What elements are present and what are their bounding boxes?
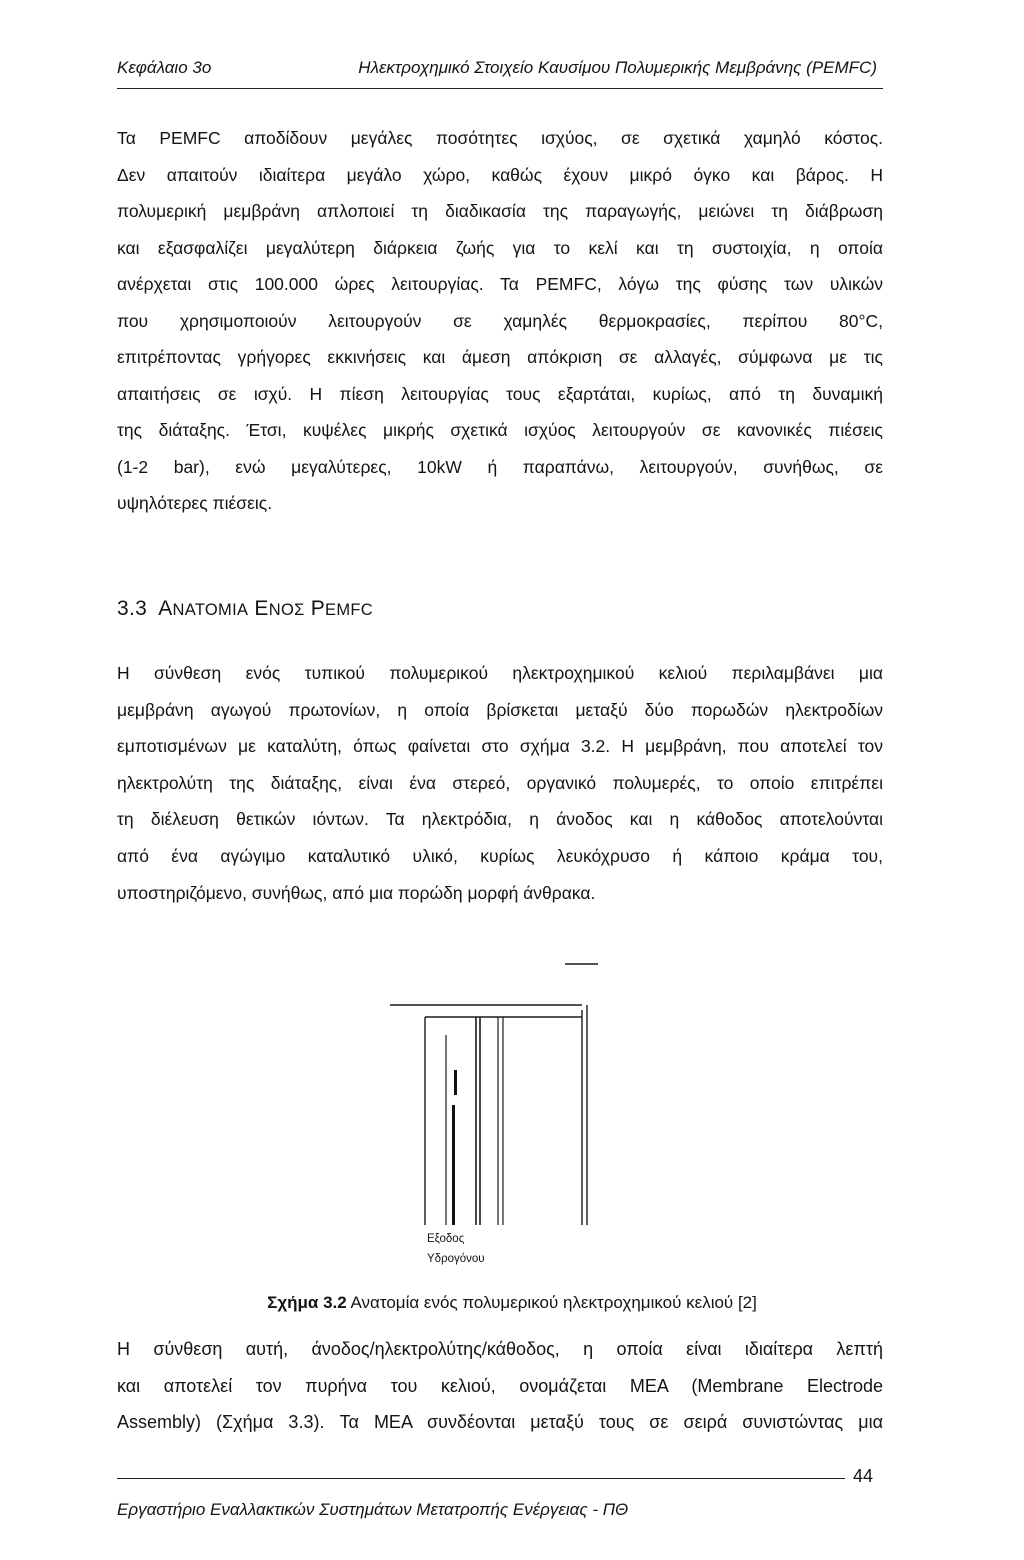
chapter-label: Κεφάλαιο 3ο [117,58,212,77]
section-paragraph [117,655,883,911]
text-line: από ένα αγώγιμο καταλυτικό υλικό, κυρίως λευκόχρυσο ή κάποιο κράμα του, [117,845,883,866]
section-title-word: ΑΝΑΤΟΜΙΑ [158,597,249,620]
section-title-word: PEMFC [310,597,373,620]
text-line: Η σύνθεση ενός τυπικού πολυμερικού ηλεκτροχημικού κελιού περιλαμβάνει μια [117,663,883,683]
text-line: Δεν απαιτούν ιδιαίτερα μεγάλο χώρο, καθώς έχουν μικρό όγκο και βάρος. Η [117,164,883,185]
footer-lab-name: Εργαστήριο Εναλλακτικών Συστημάτων Μετατροπής Ενέργειας - ΠΘ [117,1500,629,1519]
intro-paragraph [117,120,883,522]
text-line: μεμβράνη αγωγού πρωτονίων, η οποία βρίσκεται μεταξύ δύο πορωδών ηλεκτροδίων [117,699,883,720]
text-line: υψηλότερες πιέσεις. [117,493,273,513]
caption-text: Ανατομία ενός πολυμερικού ηλεκτροχημικού κελιού [2] [346,1293,757,1312]
text-line: ηλεκτρολύτη της διάταξης, είναι ένα στερεό, οργανικό πολυμερές, το οποίο επιτρέπει [117,772,883,793]
section-title-word: ΕΝΟΣ [254,597,305,620]
figure-label-hydrogen: Υδρογόνου [427,1253,485,1265]
text-line: και αποτελεί τον πυρήνα του κελιού, ονομάζεται MEA (Membrane Electrode [117,1375,883,1396]
caption-prefix: Σχήμα 3.2 [267,1293,347,1312]
page-number: 44 [853,1466,874,1486]
text-line: επιτρέποντας γρήγορες εκκινήσεις και άμεση απόκριση σε αλλαγές, σύμφωνα με τις [117,347,883,367]
figure-label-hydrogen-exit: Εξοδος [427,1233,465,1245]
text-line: τη διέλευση θετικών ιόντων. Τα ηλεκτρόδια, η άνοδος και η κάθοδος αποτελούνται [117,809,883,830]
text-line: απαιτήσεις σε ισχύ. Η πίεση λειτουργίας τους εξαρτάται, κυρίως, από τη δυναμική [117,383,883,404]
text-line: υποστηριζόμενο, συνήθως, από μια πορώδη μορφή άνθρακα. [117,882,596,903]
running-title: Ηλεκτροχημικό Στοιχείο Καυσίμου Πολυμερικής Μεμβράνης (PEMFC) [358,58,877,77]
diagram-anode-mark [452,1070,457,1225]
text-line: (1-2 bar), ενώ μεγαλύτερες, 10kW ή παραπάνω, λειτουργούν, συνήθως, σε [117,456,883,477]
text-line: που χρησιμοποιούν λειτουργούν σε χαμηλές θερμοκρασίες, περίπου 80°C, [117,310,883,331]
header-rule [117,88,883,89]
text-line: και εξασφαλίζει μεγαλύτερη διάρκεια ζωής για το κελί και τη συστοιχία, η οποία [117,237,883,258]
text-line: Η σύνθεση αυτή, άνοδος/ηλεκτρολύτης/κάθοδος, η οποία είναι ιδιαίτερα λεπτή [117,1339,883,1359]
footer-rule [117,1478,845,1479]
text-line: εμποτισμένων με καταλύτη, όπως φαίνεται στο σχήμα 3.2. Η μεμβράνη, που αποτελεί τον [117,736,883,757]
text-line: της διάταξης. Έτσι, κυψέλες μικρής σχετικά ισχύος λειτουργούν σε κανονικές πιέσεις [117,420,883,440]
section-heading [117,597,373,621]
figure-caption [0,1293,1024,1313]
section-number: 3.3 [117,597,148,620]
text-line: ανέρχεται στις 100.000 ώρες λειτουργίας. Τα PEMFC, λόγω της φύσης των υλικών [117,274,883,294]
fuel-cell-diagram [380,955,620,1225]
closing-paragraph [117,1331,883,1441]
text-line: Τα PEMFC αποδίδουν μεγάλες ποσότητες ισχύος, σε σχετικά χαμηλό κόστος. [117,128,883,148]
text-line: πολυμερική μεμβράνη απλοποιεί τη διαδικασία της παραγωγής, μειώνει τη διάβρωση [117,201,883,221]
text-line: Assembly) (Σχήμα 3.3). Τα MEA συνδέονται μεταξύ τους σε σειρά συνιστώντας μια [117,1412,883,1433]
